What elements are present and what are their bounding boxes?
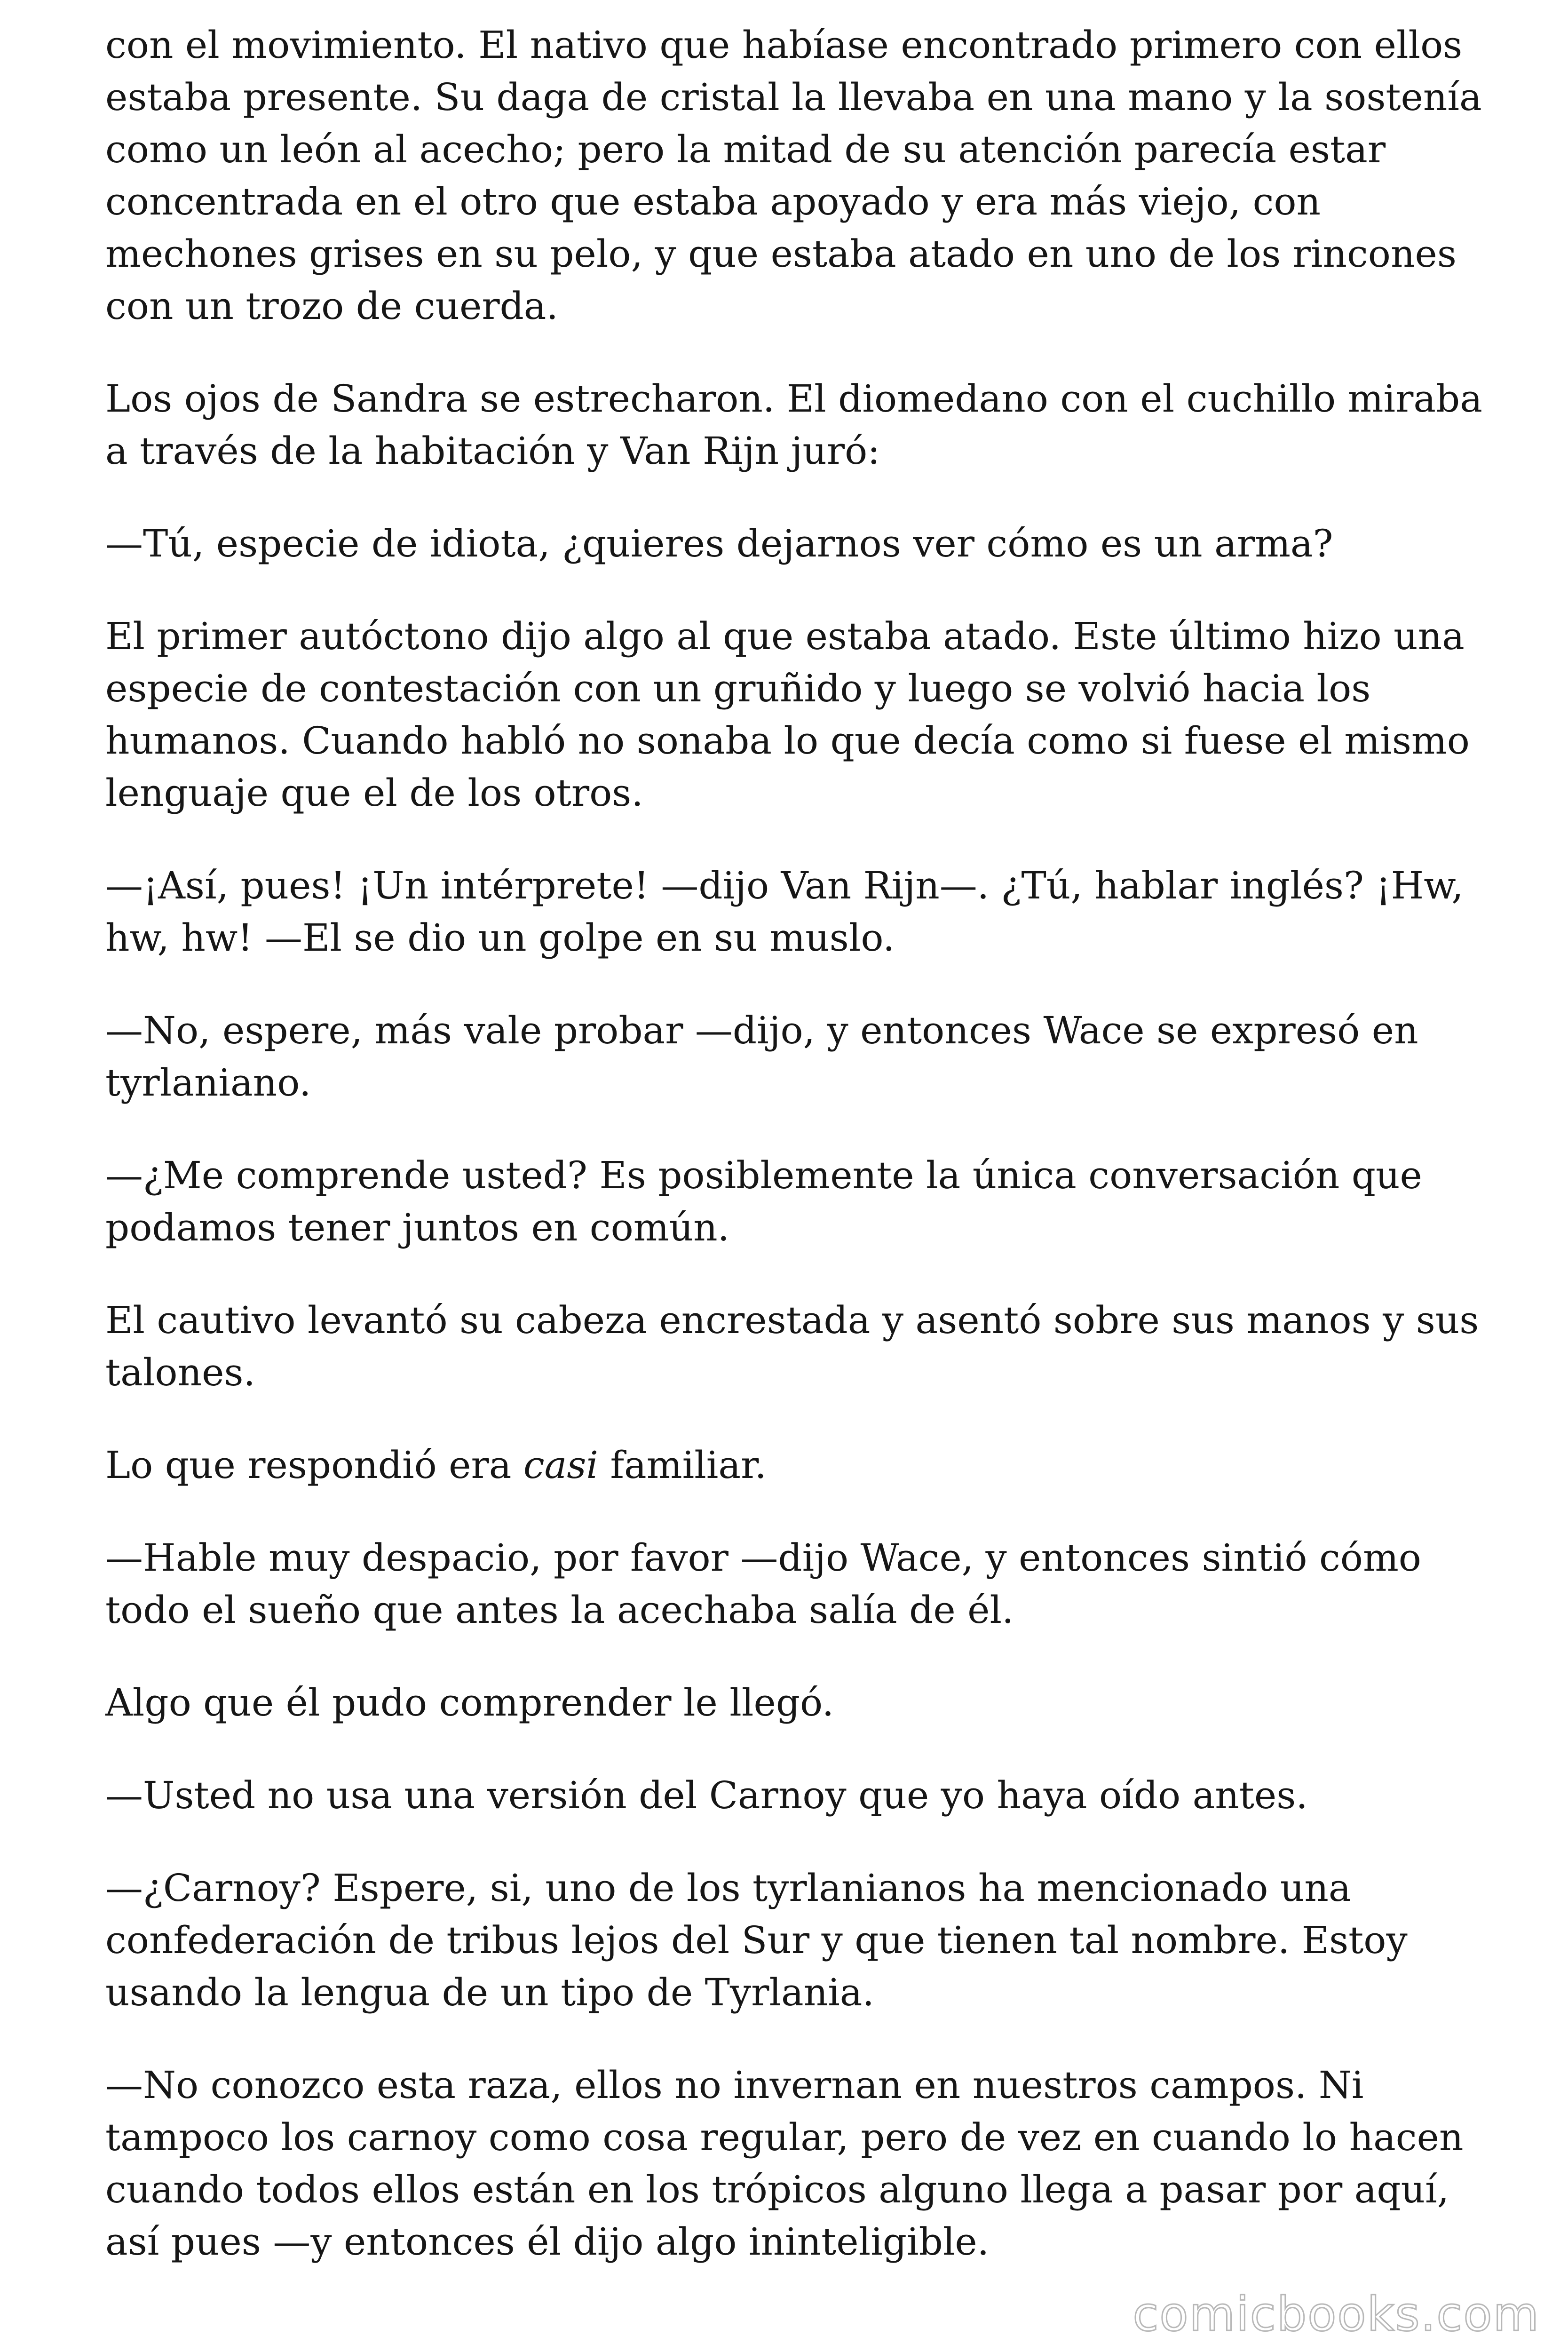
paragraph: El cautivo levantó su cabeza encrestada y asentó sobre sus manos y sus talones.	[105, 1298, 1479, 1394]
paragraph: Algo que él pudo comprender le llegó.	[105, 1681, 834, 1724]
emphasis-text: casi	[523, 1443, 599, 1487]
paragraph: Los ojos de Sandra se estrecharon. El diomedano con el cuchillo miraba a través de la habitación y Van Rijn juró:	[105, 377, 1482, 473]
paragraph: con el movimiento. El nativo que habíase encontrado primero con ellos estaba presente. Su daga de cristal la llevaba en una mano y la sostenía como un león al acecho; pero la mitad de su atención parecía estar concentrada en el otro que estaba apoyado y era más viejo, con mechones grises en su pelo, y que estaba atado en uno de los rincones con un trozo de cuerda.	[105, 23, 1482, 328]
paragraph: —No conozco esta raza, ellos no invernan en nuestros campos. Ni tampoco los carnoy como cosa regular, pero de vez en cuando lo hacen cuando todos ellos están en los trópicos alguno llega a pasar por aquí, así pues —y entonces él dijo algo ininteligible.	[105, 2063, 1464, 2264]
paragraph: —¿Carnoy? Espere, si, uno de los tyrlanianos ha mencionado una confederación de tribus lejos del Sur y que tienen tal nombre. Estoy usando la lengua de un tipo de Tyrlania.	[105, 1866, 1408, 2014]
paragraph: —Usted no usa una versión del Carnoy que yo haya oído antes.	[105, 1773, 1308, 1817]
watermark: comicbooks.com	[1132, 2287, 1540, 2342]
paragraph: —¡Así, pues! ¡Un intérprete! —dijo Van Rijn—. ¿Tú, hablar inglés? ¡Hw, hw, hw! —El se dio un golpe en su muslo.	[105, 864, 1464, 960]
page-text	[105, 19, 1488, 2268]
paragraph: —No, espere, más vale probar —dijo, y entonces Wace se expresó en tyrlaniano.	[105, 1009, 1418, 1104]
paragraph-text: familiar.	[598, 1443, 767, 1487]
paragraph-text: Lo que respondió era	[105, 1443, 523, 1487]
paragraph: —Tú, especie de idiota, ¿quieres dejarnos ver cómo es un arma?	[105, 522, 1333, 565]
paragraph	[105, 1439, 1488, 1491]
paragraph: —¿Me comprende usted? Es posiblemente la única conversación que podamos tener juntos en común.	[105, 1153, 1422, 1249]
paragraph: —Hable muy despacio, por favor —dijo Wace, y entonces sintió cómo todo el sueño que antes la acechaba salía de él.	[105, 1536, 1421, 1632]
paragraph: El primer autóctono dijo algo al que estaba atado. Este último hizo una especie de contestación con un gruñido y luego se volvió hacia los humanos. Cuando habló no sonaba lo que decía como si fuese el mismo lenguaje que el de los otros.	[105, 614, 1470, 815]
